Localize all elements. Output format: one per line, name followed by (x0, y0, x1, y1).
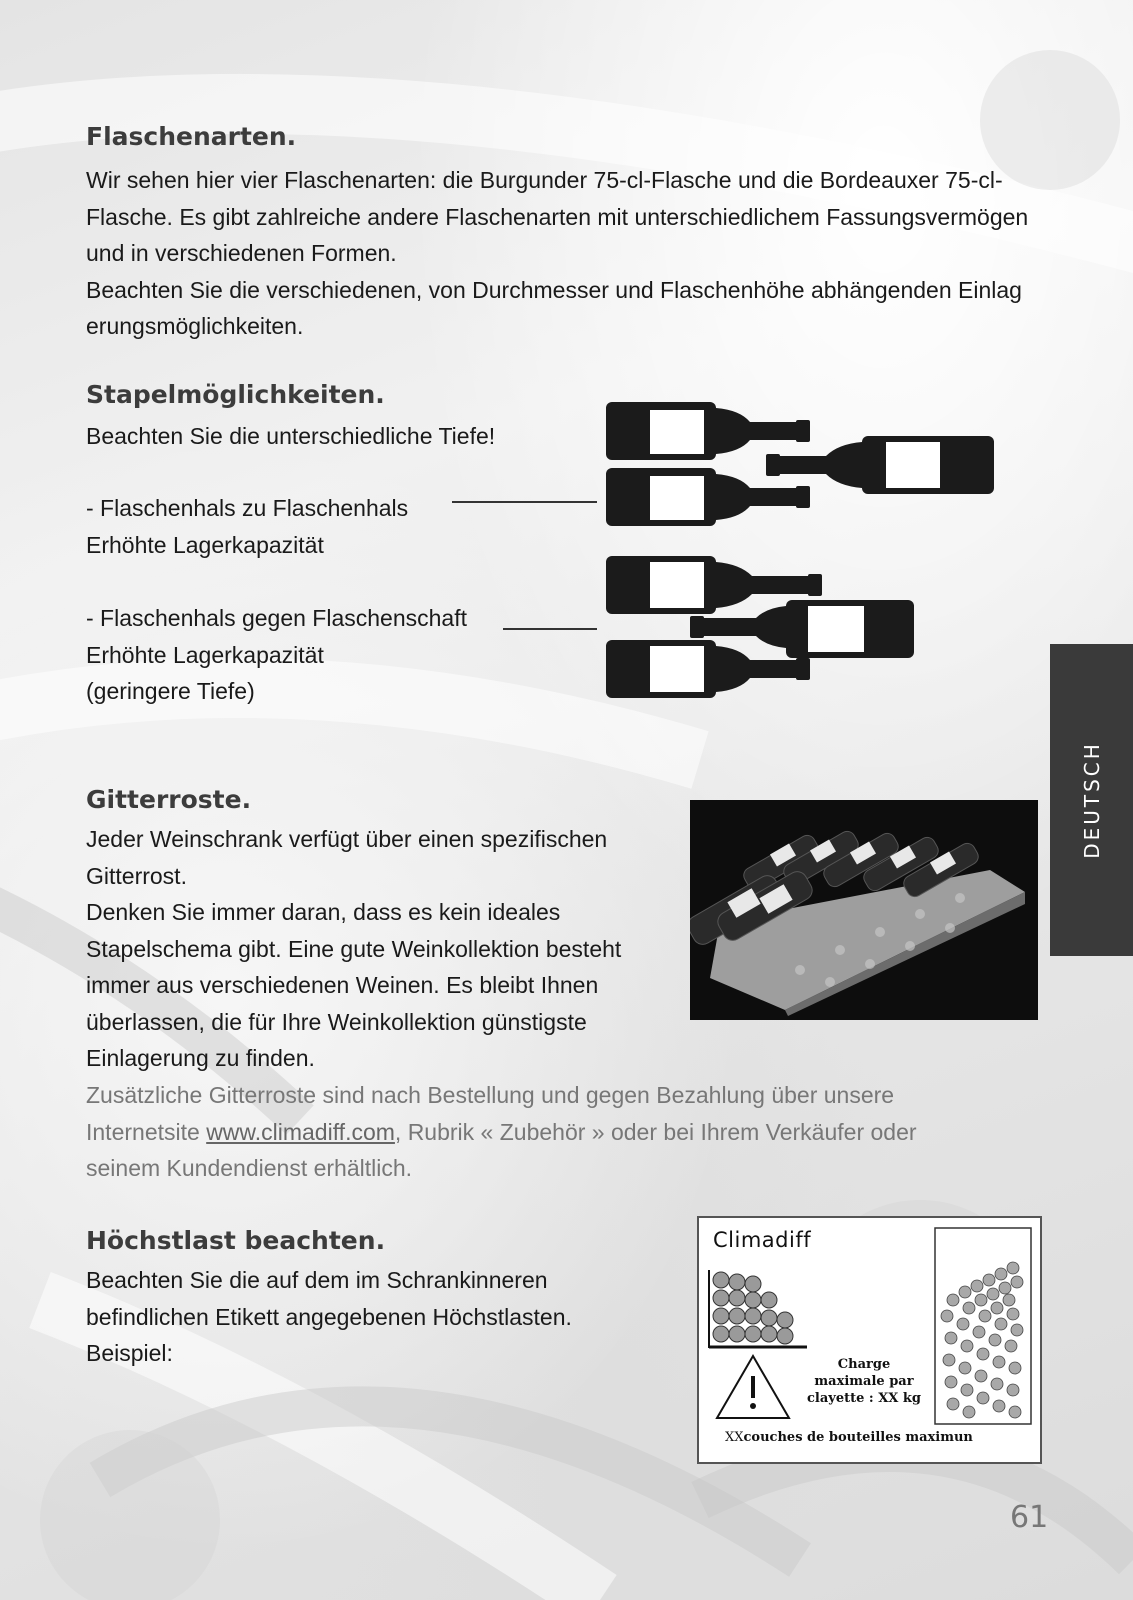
text-line: maximale par (814, 1374, 914, 1389)
text-line: Beachten Sie die verschiedenen, von Durchmesser und Flaschenhöhe abhängenden Einlag (86, 276, 1022, 303)
language-tab-label: DEUTSCH (1079, 741, 1104, 859)
max-load-label (697, 1216, 1042, 1464)
text-line: Zusätzliche Gitterroste sind nach Bestellung und gegen Bezahlung über unsere (86, 1082, 895, 1108)
text-line: Jeder Weinschrank verfügt über einen spezifischen (86, 826, 608, 852)
paragraph-racks (86, 821, 621, 1077)
text-line: Erhöhte Lagerkapazität (86, 641, 324, 668)
text-line: Denken Sie immer daran, dass es kein ideales (86, 899, 561, 925)
stacking-option-neck-to-neck (86, 490, 408, 563)
heading-racks: Gitterroste. (86, 785, 252, 814)
website-link[interactable]: www.climadiff.com (206, 1118, 395, 1145)
stacking-option-neck-to-body (86, 600, 467, 710)
heading-bottle-types: Flaschenarten. (86, 122, 297, 151)
bottle-illustration-neck-to-neck (600, 398, 1000, 530)
text-line: - Flaschenhals gegen Flaschenschaft (86, 605, 467, 631)
text-line: immer aus verschiedenen Weinen. Es bleibt Ihnen (86, 972, 599, 998)
text-line: Flasche. Es gibt zahlreiche andere Flaschenarten mit unterschiedlichem Fassungsvermögen (86, 203, 1029, 230)
stacking-intro: Beachten Sie die unterschiedliche Tiefe! (86, 423, 496, 449)
paragraph-max-load (86, 1262, 572, 1372)
rack-photo (690, 800, 1038, 1020)
paragraph-bottle-types (86, 162, 1028, 345)
language-tab (1050, 644, 1133, 956)
text-line: clayette : XX kg (806, 1391, 922, 1406)
text-line: Beispiel: (86, 1340, 173, 1366)
text-line: - Flaschenhals zu Flaschenhals (86, 495, 409, 521)
text-line: Einlagerung zu finden. (86, 1045, 315, 1071)
text-fragment: , Rubrik « Zubehör » oder bei Ihrem Verkäufer oder (394, 1118, 917, 1145)
bottle-illustration-neck-to-body (600, 552, 920, 702)
brand-logo: Climadiff (713, 1228, 812, 1252)
text-fragment: Internetsite (86, 1118, 207, 1145)
rack-photo-image (690, 800, 1038, 1020)
text-line: überlassen, die für Ihre Weinkollektion günstigste (86, 1008, 587, 1035)
text-line: und in verschiedenen Formen. (86, 240, 397, 266)
label-graphics (699, 1218, 1040, 1462)
paragraph-racks-note (86, 1077, 917, 1187)
max-load-text (799, 1356, 929, 1407)
text-line: Gitterrost. (86, 862, 187, 889)
text-line: seinem Kundendienst erhältlich. (86, 1155, 413, 1181)
heading-stacking: Stapelmöglichkeiten. (86, 380, 385, 409)
text-line: Stapelschema gibt. Eine gute Weinkollektion besteht (86, 935, 622, 962)
page-number: 61 (1010, 1500, 1049, 1535)
leader-line (452, 501, 597, 503)
leader-line (503, 628, 597, 630)
warning-triangle-icon (717, 1356, 789, 1418)
text-line (86, 1114, 917, 1151)
text-line: Erhöhte Lagerkapazität (86, 531, 324, 558)
text-line: befindlichen Etikett angegebenen Höchstlasten. (86, 1303, 572, 1330)
text-fragment: couches de bouteilles maximun (743, 1430, 973, 1445)
text-line: Wir sehen hier vier Flaschenarten: die Burgunder 75-cl-Flasche und die Bordeauxer 75-cl- (86, 167, 1003, 193)
text-line: Beachten Sie die auf dem im Schrankinneren (86, 1267, 548, 1293)
text-fragment: XX (725, 1430, 744, 1445)
heading-max-load: Höchstlast beachten. (86, 1226, 386, 1255)
text-line: (geringere Tiefe) (86, 678, 255, 704)
text-line: erungsmöglichkeiten. (86, 313, 304, 339)
bottle-stack-icon (713, 1272, 793, 1344)
text-line: Charge (837, 1357, 891, 1372)
max-layers-text (725, 1430, 973, 1445)
